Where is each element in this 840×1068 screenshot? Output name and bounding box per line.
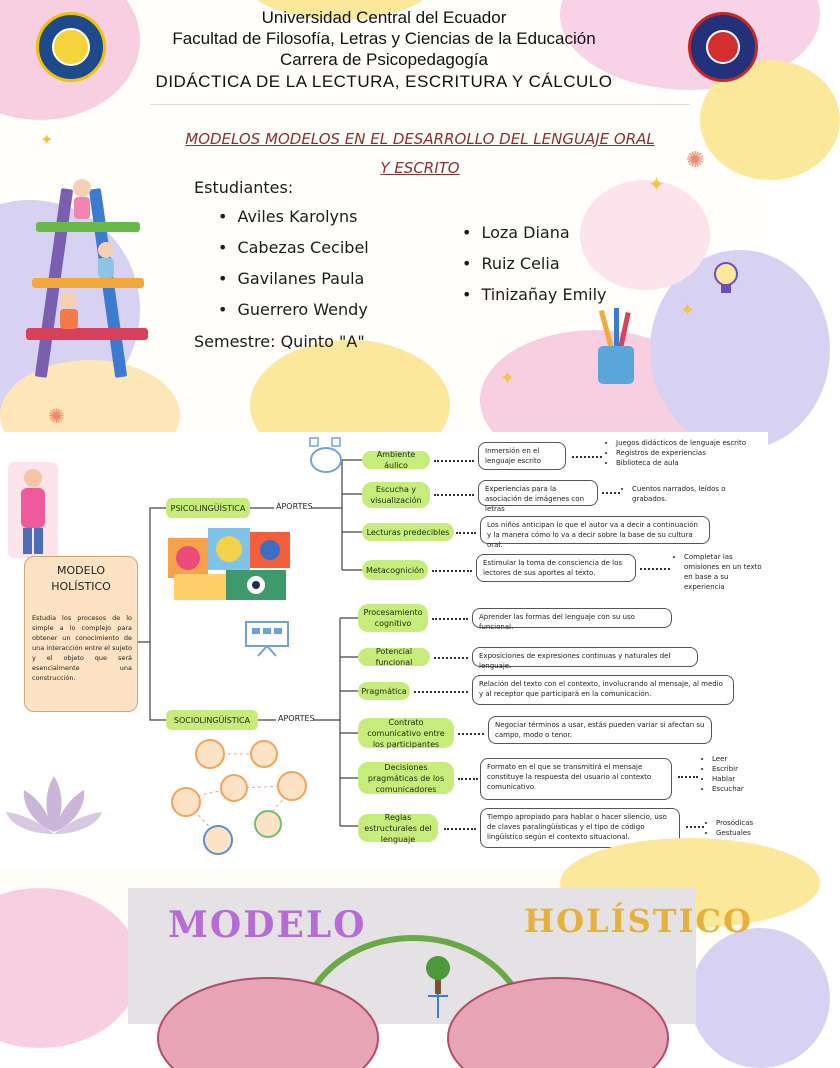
student-name: • Gavilanes Paula xyxy=(218,269,364,288)
aportes-label: APORTES xyxy=(278,714,315,723)
flower-icon: ✺ xyxy=(48,404,65,428)
note-item: • Juegos didácticos de lenguaje escrito xyxy=(616,438,766,448)
pencil-ladder-illustration xyxy=(20,168,160,388)
dotted-arrow xyxy=(640,568,670,570)
dotted-arrow xyxy=(414,691,468,693)
psico-box: Los niños anticipan lo que el autor va a decir a continuación y la manera cómo lo va a decir sobre la base de su cultura oral. xyxy=(480,516,710,544)
psycholinguistics-collage xyxy=(168,528,290,600)
lotus-icon xyxy=(4,770,104,840)
psico-node: Escucha y visualización xyxy=(362,482,430,508)
star-icon: ✦ xyxy=(680,300,696,321)
decor-blob xyxy=(690,928,830,1068)
socio-box: Relación del texto con el contexto, involucrando al mensaje, al medio y al receptor que participará en la comunicación. xyxy=(472,675,734,705)
star-icon: ✦ xyxy=(500,368,516,389)
socio-notes xyxy=(706,818,766,838)
model-title: MODELO HOLÍSTICO xyxy=(51,564,111,593)
brain-icon xyxy=(306,436,346,476)
note-item: • Escuchar xyxy=(712,784,764,794)
note-item: • Cuentos narrados, leídos o grabados. xyxy=(632,484,732,504)
aportes-label: APORTES xyxy=(276,502,313,511)
dotted-arrow xyxy=(572,456,602,458)
flower-icon: ✺ xyxy=(686,148,705,173)
student-name: • Tinizañay Emily xyxy=(462,285,607,304)
decor-blob xyxy=(580,180,710,290)
note-item: • Gestuales xyxy=(716,828,766,838)
teacher-illustration xyxy=(8,462,58,558)
dotted-arrow xyxy=(444,828,476,830)
course-name: DIDÁCTICA DE LA LECTURA, ESCRITURA Y CÁLCULO xyxy=(155,72,613,91)
student-name: • Cabezas Cecibel xyxy=(218,238,369,257)
note-item: • Registros de experiencias xyxy=(616,448,766,458)
socio-node: Reglas estructurales del lenguaje xyxy=(358,814,438,842)
psico-box: Experiencias para la asociación de imágenes con letras xyxy=(478,480,598,506)
dotted-arrow xyxy=(434,494,474,496)
decor-blob xyxy=(0,888,140,1048)
model-card xyxy=(24,556,138,712)
dotted-arrow xyxy=(434,460,474,462)
socio-box: Tiempo apropiado para hablar o hacer silencio, uso de claves paralingüísticas y el tipo de código lingüístico según el contexto situacional. xyxy=(480,808,680,848)
socio-box: Aprender las formas del lenguaje con su uso funcional. xyxy=(472,608,672,628)
brain-drawing xyxy=(128,888,696,1024)
psico-notes xyxy=(606,438,766,468)
note-item: • Hablar xyxy=(712,774,764,784)
note-item: • Prosódicas xyxy=(716,818,766,828)
poster-photo xyxy=(128,888,753,1024)
sociolinguistics-people-illustration xyxy=(164,736,314,860)
concept-map xyxy=(0,432,768,868)
semester-label: Semestre: Quinto "A" xyxy=(194,332,365,351)
dotted-arrow xyxy=(432,570,472,572)
topic-title-line1: MODELOS MODELOS EN EL DESARROLLO DEL LENGUAJE ORAL xyxy=(185,130,655,148)
student-name: • Guerrero Wendy xyxy=(218,300,368,319)
poster-word-modelo: MODELO xyxy=(168,904,367,946)
socio-box: Exposiciones de expresiones continuas y naturales del lenguaje. xyxy=(472,647,698,667)
cover-page xyxy=(0,0,768,432)
star-icon: ✦ xyxy=(40,130,54,149)
psico-box: Inmersión en el lenguaje escrito xyxy=(478,442,566,470)
student-name: • Aviles Karolyns xyxy=(218,207,358,226)
psico-notes xyxy=(674,552,764,592)
note-item: • Biblioteca de aula xyxy=(616,458,766,468)
note-item: • Leer xyxy=(712,754,764,764)
star-icon: ✦ xyxy=(648,172,665,196)
tree-icon xyxy=(426,956,450,994)
dotted-arrow xyxy=(458,733,484,735)
psico-box: Estimular la toma de consciencia de los lectores de sus aportes al texto. xyxy=(476,554,636,582)
psico-node: Ambiente áulico xyxy=(362,451,430,469)
poster-word-holistico: HOLÍSTICO xyxy=(524,902,753,940)
socio-node: Contrato comunicativo entre los participantes xyxy=(358,718,454,748)
student-name: • Loza Diana xyxy=(462,223,570,242)
dotted-arrow xyxy=(678,776,698,778)
socio-box: Formato en el que se transmitirá el mensaje constituye la respuesta del usuario al contexto comunicativo. xyxy=(480,758,672,800)
dotted-arrow xyxy=(432,618,468,620)
dotted-arrow xyxy=(686,826,704,828)
presentation-board-icon xyxy=(244,618,290,658)
header-divider xyxy=(150,104,690,105)
psico-notes xyxy=(622,484,732,504)
university-name: Universidad Central del Ecuador xyxy=(261,8,507,27)
model-description: Estudia los procesos de lo simple a lo complejo para obtener un conocimiento de una interacción entre el sujeto y el objeto que será esencialmente una construcción. xyxy=(32,614,132,682)
socio-node: Pragmática xyxy=(358,682,410,700)
dotted-arrow xyxy=(602,492,620,494)
handmade-poster-section xyxy=(0,868,768,1024)
dotted-arrow xyxy=(456,532,476,534)
socio-node: Potencial funcional xyxy=(358,648,430,666)
lightbulb-icon xyxy=(706,256,746,300)
branch-sociolinguistica: SOCIOLINGÜÍSTICA xyxy=(166,710,258,730)
socio-node: Procesamiento cognitivo xyxy=(358,604,428,632)
dotted-arrow xyxy=(434,657,468,659)
socio-notes xyxy=(702,754,764,794)
faculty-name: Facultad de Filosofía, Letras y Ciencias de la Educación xyxy=(172,29,596,48)
career-name: Carrera de Psicopedagogía xyxy=(280,50,488,69)
psico-node: Metacognición xyxy=(362,560,428,580)
pencil-cup-icon xyxy=(590,308,640,386)
topic-title-line2: Y ESCRITO xyxy=(380,159,460,177)
note-item: • Completar las omisiones en un texto en base a su experiencia xyxy=(684,552,764,592)
students-label: Estudiantes: xyxy=(194,178,294,197)
socio-node: Decisiones pragmáticas de los comunicadores xyxy=(358,762,454,794)
branch-psicolinguistica: PSICOLINGÜÍSTICA xyxy=(166,498,250,518)
socio-box: Negociar términos a usar, estás pueden variar si afectan su campo, modo o tenor. xyxy=(488,716,712,744)
note-item: • Escribir xyxy=(712,764,764,774)
psico-node: Lecturas predecibles xyxy=(362,523,454,541)
student-name: • Ruiz Celia xyxy=(462,254,560,273)
dotted-arrow xyxy=(458,778,478,780)
